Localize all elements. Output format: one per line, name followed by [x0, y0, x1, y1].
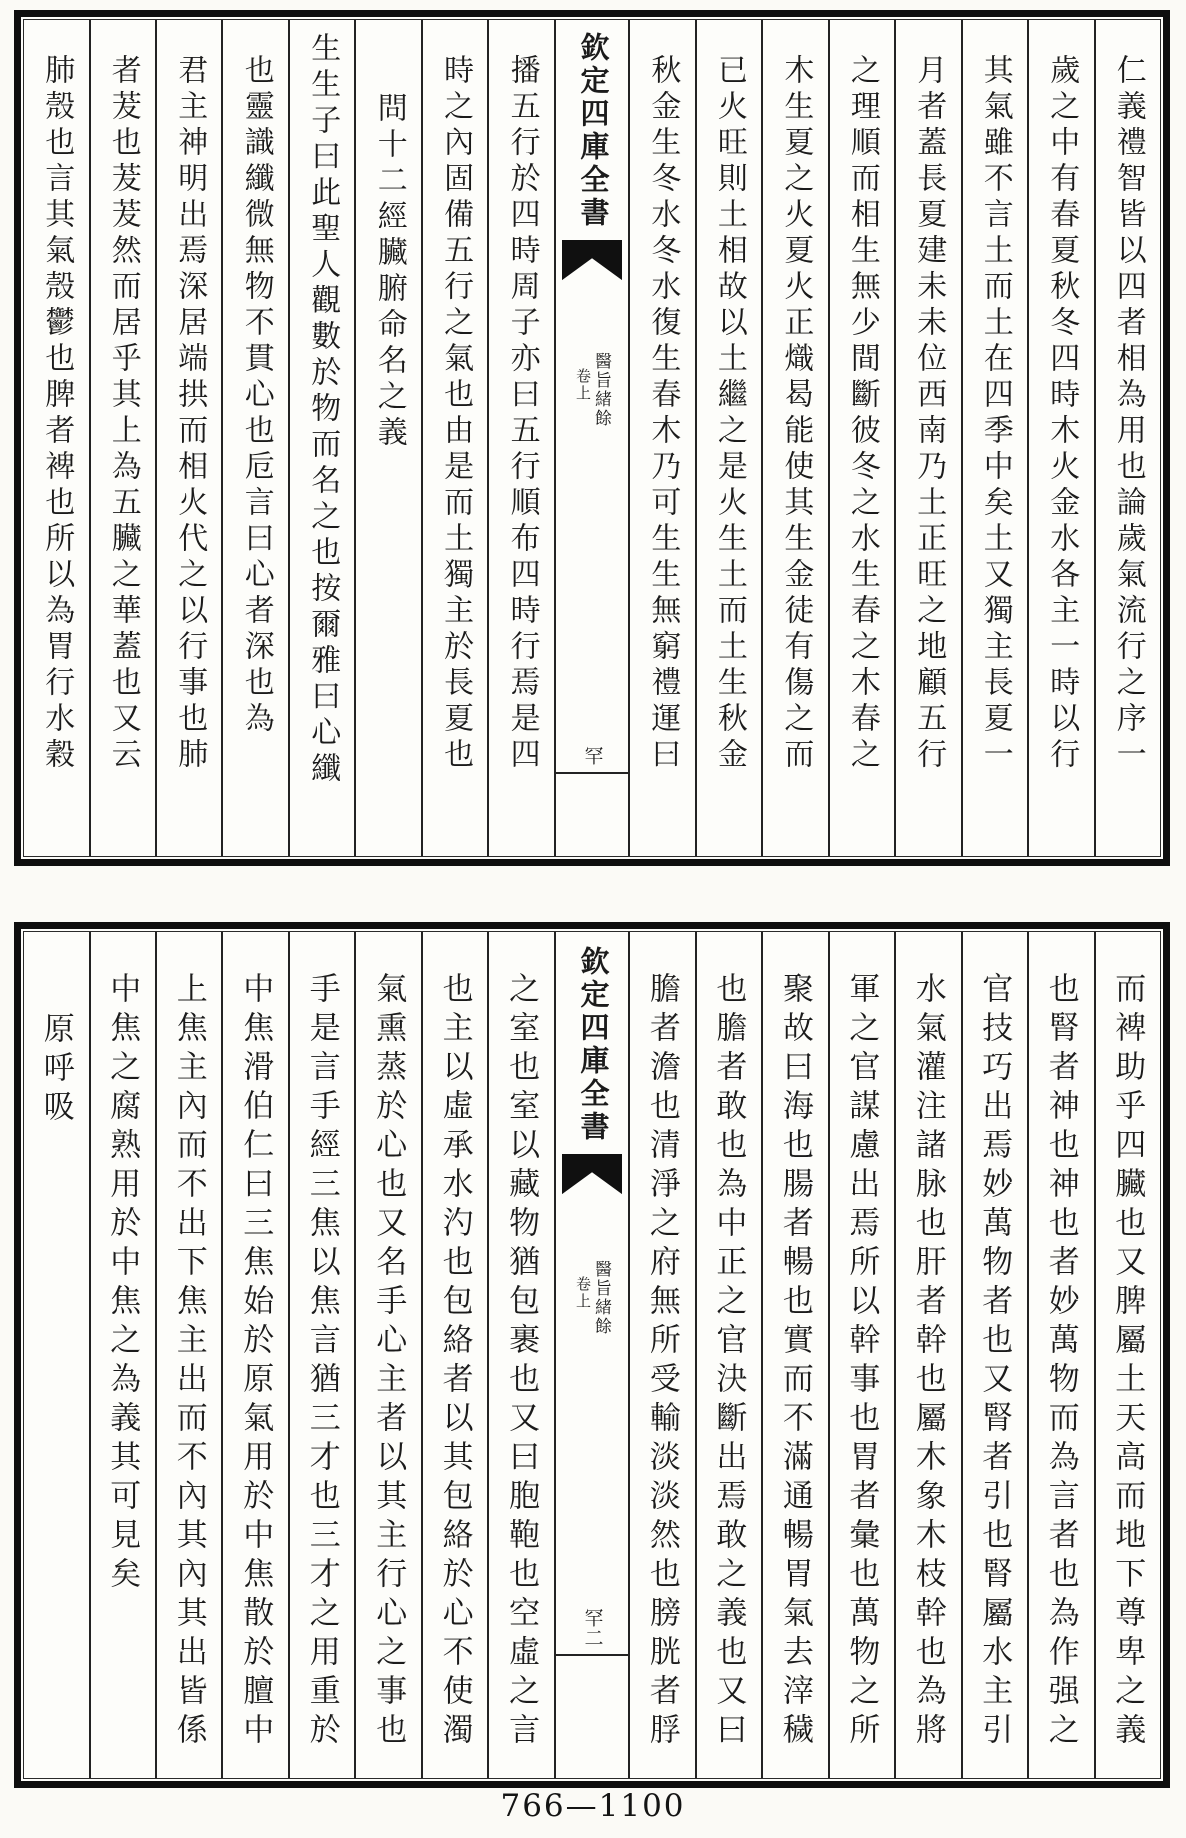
- column-text: 也膽者敢也為中正之官決斷出焉敢之義也又曰: [711, 972, 747, 1752]
- leaf-inner-frame-bottom: [23, 931, 1161, 1779]
- column-text: 之理順而相生無少間斷彼冬之水生春之木春之: [845, 54, 879, 774]
- text-column: [1094, 20, 1160, 856]
- banxin-book-row: [574, 352, 610, 428]
- text-column: [421, 20, 487, 856]
- text-column: [288, 20, 354, 856]
- text-column: [421, 932, 487, 1778]
- column-text: 膽者澹也清淨之府無所受輸淡淡然也膀胱者脬: [644, 972, 680, 1752]
- banxin-bottom-box: [556, 1654, 628, 1778]
- text-column: [155, 932, 221, 1778]
- section-title-column: [24, 932, 88, 1778]
- text-column: [828, 20, 894, 856]
- text-column: [354, 932, 420, 1778]
- column-grid-bottom: [24, 932, 1160, 1778]
- column-text: 時之內固備五行之氣也由是而土獨主於長夏也: [439, 54, 473, 774]
- column-text: 已火旺則土相故以土繼之是火生土而土生秋金: [712, 54, 746, 774]
- column-text: 官技巧出焉妙萬物者也又腎者引也腎屬水主引: [977, 972, 1013, 1752]
- banxin-column: [554, 932, 628, 1778]
- banxin-juan-label: 卷上: [574, 1276, 591, 1310]
- text-column: [894, 20, 960, 856]
- banxin-title: 欽定四庫全書: [576, 946, 609, 1144]
- column-text: 月者蓋長夏建未未位西南乃土正旺之地顧五行: [912, 54, 946, 774]
- column-text: 仁義禮智皆以四者相為用也論歲氣流行之序一: [1111, 54, 1145, 774]
- text-column: [628, 20, 694, 856]
- banxin-book-title: 醫旨緒餘: [592, 352, 612, 428]
- banxin-book-title: 醫旨緒餘: [592, 1260, 612, 1336]
- text-column: [894, 932, 960, 1778]
- text-column: [828, 932, 894, 1778]
- column-text: 水氣灌注諸脉也肝者幹也屬木象木枝幹也為將: [910, 972, 946, 1752]
- column-text: 原呼吸: [38, 1012, 74, 1129]
- text-column: [961, 932, 1027, 1778]
- column-text: 生生子曰此聖人觀數於物而名之也按爾雅曰心纖: [306, 32, 340, 788]
- page-leaf-bottom: [14, 922, 1170, 1788]
- column-text: 之室也室以藏物猶包裹也又曰胞鞄也空虛之言: [504, 972, 540, 1752]
- text-column: [695, 20, 761, 856]
- banxin-book-row: [574, 1260, 610, 1336]
- column-text: 其氣雖不言土而土在四季中矣土又獨主長夏一: [978, 54, 1012, 774]
- column-text: 秋金生冬水冬水復生春木乃可生生無窮禮運曰: [646, 54, 680, 774]
- fishtail-icon: [562, 240, 623, 288]
- banxin-bottom-box: [556, 772, 628, 856]
- banxin-folio-number: 罕: [581, 746, 603, 766]
- column-text: 播五行於四時周子亦曰五行順布四時行焉是四: [505, 54, 539, 774]
- text-column: [628, 932, 694, 1778]
- text-column: [1094, 932, 1160, 1778]
- text-column: [155, 20, 221, 856]
- text-column: [221, 932, 287, 1778]
- column-text: 肺殼也言其氣殼鬱也脾者裨也所以為胃行水穀: [40, 54, 74, 774]
- text-column: [695, 932, 761, 1778]
- text-column: [89, 20, 155, 856]
- text-column: [761, 932, 827, 1778]
- text-column: [288, 932, 354, 1778]
- leaf-inner-frame-top: [23, 19, 1161, 857]
- page-leaf-top: [14, 10, 1170, 866]
- column-text: 手是言手經三焦以焦言猶三才也三才之用重於: [304, 972, 340, 1752]
- column-text: 聚故曰海也腸者暢也實而不滿通暢胃氣去滓穢: [777, 972, 813, 1752]
- column-grid-top: [24, 20, 1160, 856]
- column-text: 木生夏之火夏火正熾曷能使其生金徒有傷之而: [779, 54, 813, 774]
- reprint-page-number: 766—1100: [500, 1788, 686, 1824]
- column-text: 中焦滑伯仁曰三焦始於原氣用於中焦散於膻中: [238, 972, 274, 1752]
- column-text: 歲之中有春夏秋冬四時木火金水各主一時以行: [1045, 54, 1079, 774]
- text-column: [1027, 20, 1093, 856]
- column-text: 也靈識纖微無物不貫心也卮言曰心者深也為: [239, 54, 273, 738]
- text-column: [89, 932, 155, 1778]
- column-text: 也主以虛承水汋也包絡者以其包絡於心不使濁: [437, 972, 473, 1752]
- fishtail-icon: [562, 1154, 623, 1202]
- text-column: [487, 932, 553, 1778]
- column-text: 中焦之腐熟用於中焦之為義其可見矣: [105, 972, 141, 1596]
- column-text: 君主神明出焉深居端拱而相火代之以行事也肺: [173, 54, 207, 774]
- text-column: [487, 20, 553, 856]
- column-text: 也腎者神也神也者妙萬物而為言者也為作强之: [1043, 972, 1079, 1752]
- column-text: 問十二經臟腑命名之義: [372, 92, 406, 452]
- column-text: 上焦主內而不出下焦主出而不內其內其出皆係: [171, 972, 207, 1752]
- banxin-juan-label: 卷上: [574, 368, 591, 402]
- column-text: 氣熏蒸於心也又名手心主者以其主行心之事也: [371, 972, 407, 1752]
- banxin-folio-number: 罕二: [581, 1608, 603, 1648]
- text-column: [221, 20, 287, 856]
- text-column: [24, 20, 88, 856]
- column-text: 軍之官謀慮出焉所以幹事也胃者彙也萬物之所: [844, 972, 880, 1752]
- column-text: 者茇也茇茇然而居乎其上為五臟之華蓋也又云: [106, 54, 140, 774]
- banxin-title: 欽定四庫全書: [576, 32, 609, 230]
- text-column: [961, 20, 1027, 856]
- column-text: 而裨助乎四臟也又脾屬土天高而地下尊卑之義: [1110, 972, 1146, 1752]
- section-title-column: [354, 20, 420, 856]
- text-column: [761, 20, 827, 856]
- banxin-column: [554, 20, 628, 856]
- text-column: [1027, 932, 1093, 1778]
